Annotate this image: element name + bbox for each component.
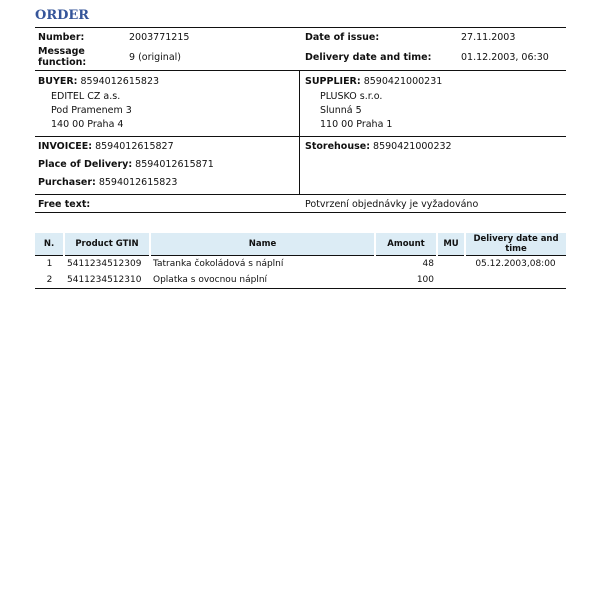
purchaser-gln: 8594012615823	[98, 177, 178, 188]
supplier-name: PLUSKO s.r.o.	[320, 91, 383, 102]
purchaser-label: Purchaser:	[38, 177, 96, 188]
storehouse-label: Storehouse:	[305, 141, 370, 152]
row-gtin: 5411234512310	[64, 272, 150, 289]
table-row	[35, 256, 566, 273]
supplier-gln: 8590421000231	[363, 76, 443, 87]
row-name: Oplatka s ovocnou náplní	[150, 272, 375, 289]
col-header-delivery: Delivery date and time	[465, 233, 566, 256]
row-delivery	[465, 272, 566, 289]
col-header-n: N.	[35, 233, 64, 256]
buyer-gln: 8594012615823	[80, 76, 160, 87]
supplier-city: 110 00 Praha 1	[320, 119, 393, 130]
message-function-label: Message function:	[38, 46, 87, 68]
message-function-value: 9 (original)	[129, 52, 181, 63]
row-gtin: 5411234512309	[67, 259, 142, 269]
table-header-row	[35, 233, 566, 256]
row-amount: 48	[422, 259, 434, 269]
parties-divider	[299, 70, 300, 194]
document-title: ORDER	[35, 8, 90, 23]
supplier-line	[305, 76, 442, 88]
delivery-date-value: 01.12.2003, 06:30	[461, 52, 549, 63]
col-header-mu: MU	[437, 233, 465, 256]
row-number: 2	[35, 272, 64, 289]
table-row	[35, 272, 566, 289]
buyer-line	[38, 76, 159, 88]
date-of-issue-label: Date of issue:	[305, 32, 380, 43]
number-label: Number:	[38, 32, 85, 43]
buyer-label: BUYER:	[38, 76, 78, 87]
row-name: Tatranka čokoládová s náplní	[153, 259, 284, 269]
delivery-date-label: Delivery date and time:	[305, 52, 432, 63]
row-mu	[437, 272, 465, 289]
header-top-rule	[35, 27, 566, 28]
invoicee-line	[38, 141, 174, 153]
date-of-issue-value: 27.11.2003	[461, 32, 516, 43]
buyer-street: Pod Pramenem 3	[51, 105, 132, 116]
order-items-table	[35, 233, 566, 289]
buyer-name: EDITEL CZ a.s.	[51, 91, 121, 102]
col-header-amount: Amount	[375, 233, 437, 256]
supplier-label: SUPPLIER:	[305, 76, 361, 87]
number-value: 2003771215	[129, 32, 190, 43]
storehouse-gln: 8590421000232	[373, 141, 452, 152]
invoicee-label: INVOICEE:	[38, 141, 93, 152]
buyer-city: 140 00 Praha 4	[51, 119, 124, 130]
place-of-delivery-line	[38, 159, 214, 171]
place-of-delivery-gln: 8594012615871	[135, 159, 214, 170]
row-amount: 100	[375, 272, 437, 289]
row-mu	[437, 256, 465, 273]
col-header-gtin: Product GTIN	[64, 233, 150, 256]
col-header-name: Name	[150, 233, 375, 256]
purchaser-line	[38, 177, 177, 189]
free-text-value: Potvrzení objednávky je vyžadováno	[305, 199, 479, 210]
parties-top-rule	[35, 70, 566, 71]
free-text-label: Free text:	[38, 199, 91, 210]
row-number: 1	[46, 259, 53, 269]
place-of-delivery-label: Place of Delivery:	[38, 159, 133, 170]
storehouse-line	[305, 141, 452, 153]
invoicee-top-rule	[35, 136, 566, 137]
free-text-top-rule	[35, 194, 566, 195]
free-text-bottom-rule	[35, 212, 566, 213]
supplier-street: Slunná 5	[320, 105, 362, 116]
row-delivery: 05.12.2003,08:00	[475, 259, 556, 269]
invoicee-gln: 8594012615827	[95, 141, 174, 152]
